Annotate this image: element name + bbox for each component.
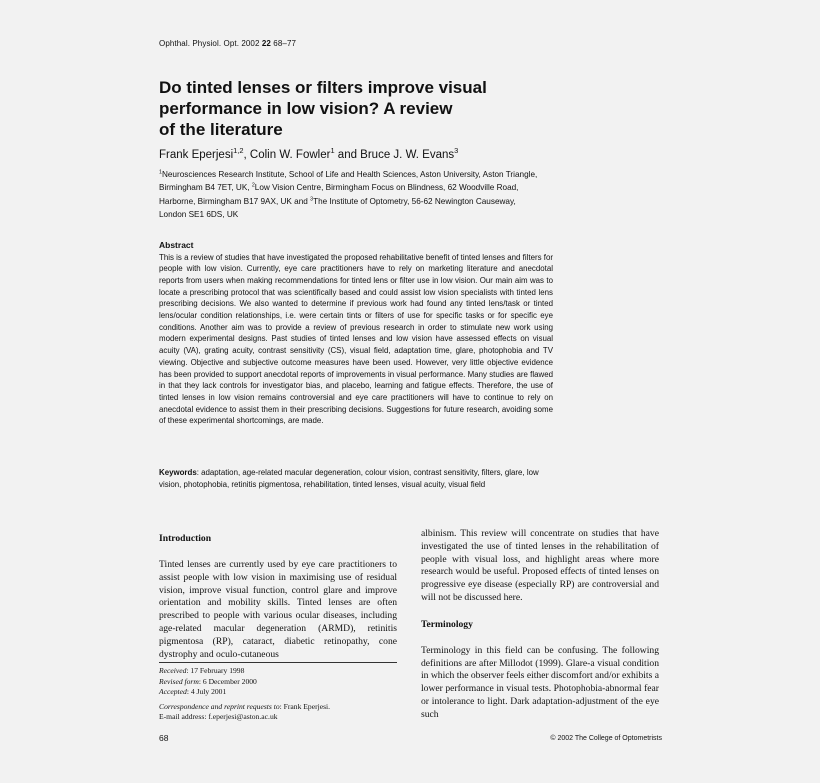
title-line-1: Do tinted lenses or filters improve visual bbox=[159, 78, 487, 97]
author-list: Frank Eperjesi$^{1,2}$, Colin W. Fowler$^1$ and Bruce J. W. Evans$^3$ bbox=[159, 146, 459, 161]
affiliations: $^1$Neurosciences Research Institute, School of Life and Health Sciences, Aston University, Aston Triangle, Birmingham B4 7ET, UK, $^2$Low Vision Centre, Birmingham Focus on Blindness, 62 Woodville Road, Harborne, Birmingham B17 9AX, UK and $^3$The Institute of Optometry, 56-62 Newington Causeway, London SE1 6DS, UK bbox=[159, 169, 538, 219]
introduction-heading: Introduction bbox=[159, 533, 212, 544]
email-address: E-mail address: f.eperjesi@aston.ac.uk bbox=[159, 712, 278, 721]
keywords-text: : adaptation, age-related macular degeneration, colour vision, contrast sensitivity, filters, glare, low vision, photophobia, retinitis pigmentosa, rehabilitation, tinted lenses, visual acuity, visual field bbox=[159, 468, 539, 489]
intro-continuation-text: albinism. This review will concentrate on studies that have investigated the use of tinted lenses in the rehabilitation of people with visual loss, and highlight areas where more research would be useful. Proposed effects of tinted lenses on progressive eye disease (especially RP) are controversial and will not be discussed here. bbox=[421, 528, 659, 603]
correspondence: Correspondence and reprint requests to: Frank Eperjesi. bbox=[159, 701, 331, 711]
footnote-divider bbox=[159, 662, 397, 663]
abstract-section bbox=[159, 240, 553, 427]
left-column bbox=[159, 533, 397, 661]
title-line-2: performance in low vision? A review bbox=[159, 99, 453, 118]
right-column bbox=[421, 528, 659, 722]
accepted-date: Accepted: 4 July 2001 bbox=[159, 687, 227, 696]
page-number: 68 bbox=[159, 733, 169, 743]
journal-citation: Ophthal. Physiol. Opt. 2002 22 68–77 bbox=[159, 39, 297, 48]
terminology-text: Terminology in this field can be confusing. The following definitions are after Millodot (1999). Glare-a visual condition in which the observer feels either discomfort and/or exhibits a lower performance in visual tests. Photophobia-abnormal fear or intolerance to light. Dark adaptation-adjustment of the eye such bbox=[421, 644, 659, 720]
article-page bbox=[120, 0, 700, 783]
abstract-text: This is a review of studies that have investigated the proposed rehabilitative benefit of tinted lenses and filters for people with low vision. Currently, eye care practitioners have to rely on marketing literature and anecdotal reports from users when making recommendations for tinted lens or filter use in low vision. Our main aim was to locate a prescribing protocol that was scientifically based and could assist low vision specialists with tinted lens prescribing decisions. We also wanted to determine if previous work had found any tinted lens/task or tinted lens/ocular condition relationships, i.e. were certain tints or filters of use for specific tasks or for specific eye conditions. Another aim was to provide a review of previous research in order to stimulate new work using modern experimental designs. Past studies of tinted lenses and low vision have assessed effects on visual acuity (VA), grating acuity, contrast sensitivity (CS), visual field, adaptation time, glare, photophobia and TV viewing. Objective and subjective outcome measures have been used. However, very little objective evidence has been provided to support anecdotal reports of improvements in visual performance. Many studies are flawed in that they lack controls for investigator bias, and placebo, learning and fatigue effects. Therefore, the use of tinted lenses in low vision remains controversial and eye care practitioners will have to continue to rely on anecdotal evidence to assist them in their prescribing decisions. Suggestions for future research, avoiding some of these experimental shortcomings, are made. bbox=[159, 252, 553, 426]
introduction-text: Tinted lenses are currently used by eye care practitioners to assist people with low vision in maximising use of residual vision, improve visual function, control glare and improve orientation and mobility skills. Tinted lenses are often prescribed to people with various ocular diseases, including age-related macular degeneration (ARMD), retinitis pigmentosa (RP), cataract, diabetic retinopathy, cone dystrophy and oculo-cutaneous bbox=[159, 559, 397, 660]
footnotes bbox=[159, 666, 399, 723]
keywords bbox=[159, 467, 553, 491]
article-title bbox=[159, 77, 579, 140]
revised-date: Revised form: 6 December 2000 bbox=[159, 676, 257, 686]
terminology-heading: Terminology bbox=[421, 618, 473, 630]
keywords-label: Keywords bbox=[159, 468, 197, 477]
copyright-notice: © 2002 The College of Optometrists bbox=[550, 735, 662, 742]
abstract-heading: Abstract bbox=[159, 240, 194, 250]
received-date: Received: 17 February 1998 bbox=[159, 666, 245, 675]
title-line-3: of the literature bbox=[159, 120, 283, 139]
